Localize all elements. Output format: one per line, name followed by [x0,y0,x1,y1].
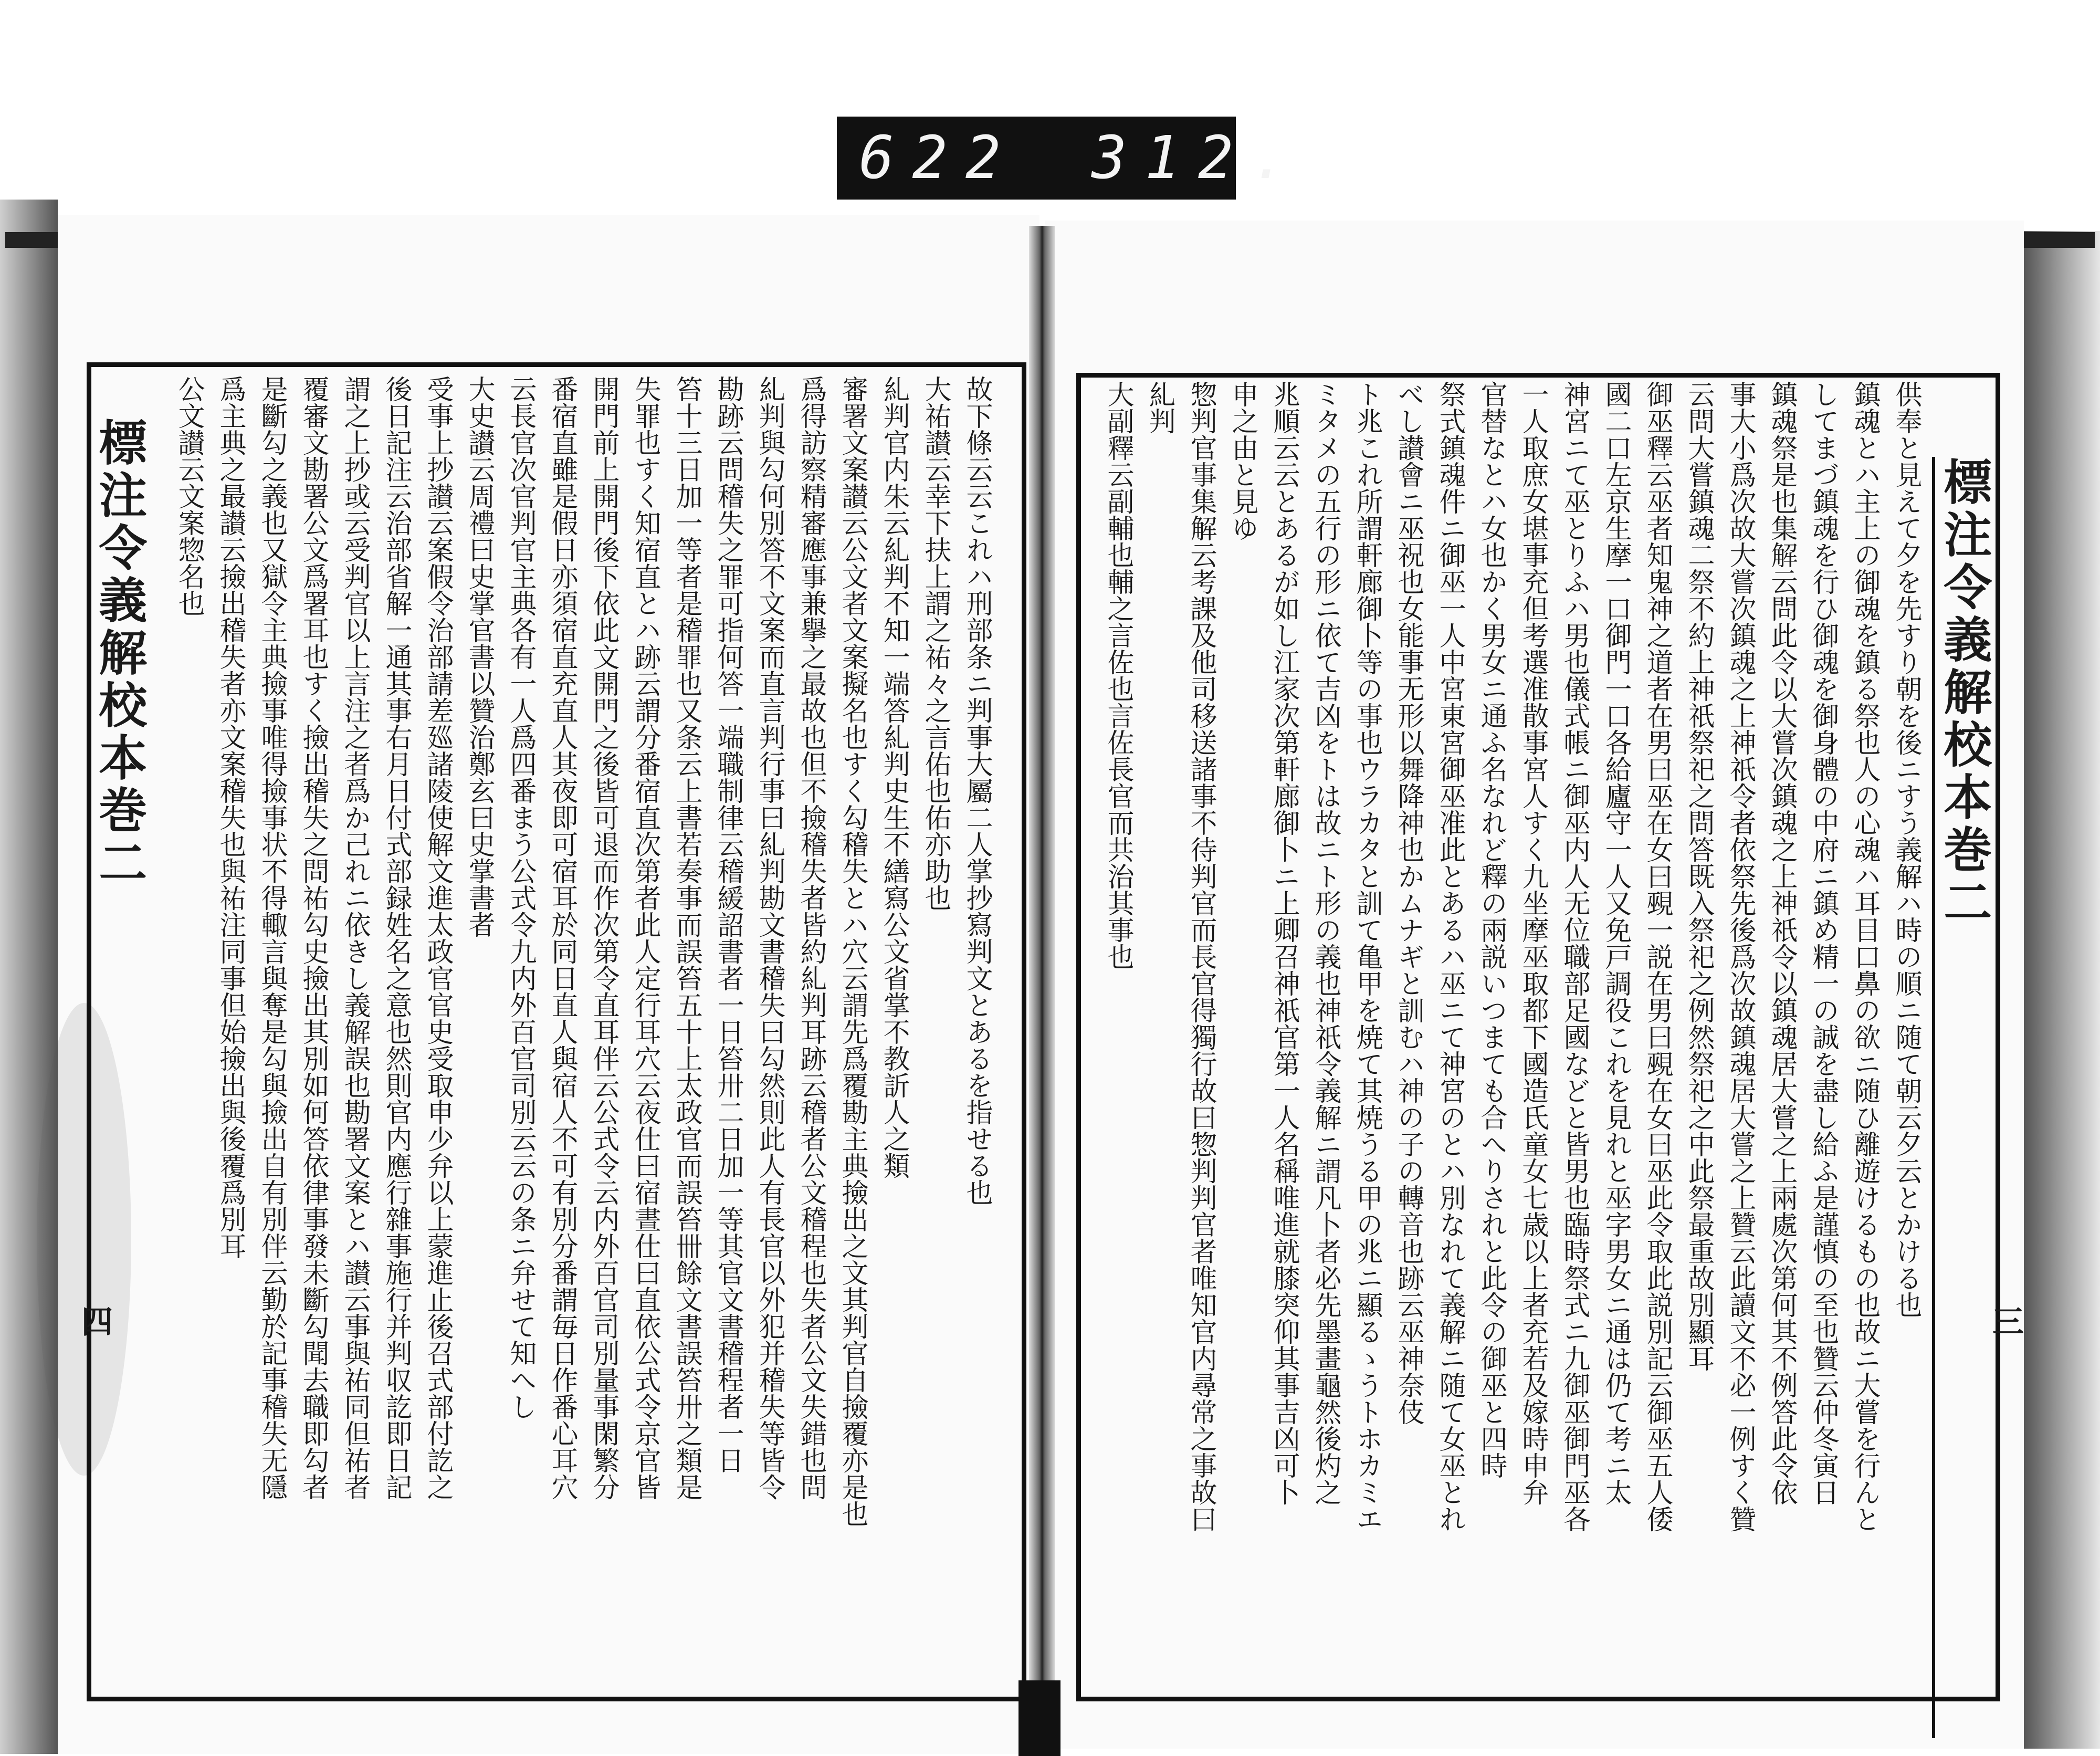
text-column: ト兆これ所謂軒廊御卜等の事也ウラカタと訓て亀甲を焼て其焼うる甲の兆ニ顯るゝうトホカミエ [1351,381,1382,1532]
text-column: 云問大嘗鎮魂二祭不約上神祇祭祀之問答既入祭祀之例然祭祀之中此祭最重故別顯耳 [1683,381,1714,1372]
text-column: 惣判官事集解云考課及他司移送諸事不待判官而長官得獨行故曰惣判判官者唯知官内尋常之事故曰 [1185,381,1216,1532]
page-header-title: 標注令義解校本巻二 [1936,457,1993,929]
binding-left-edge [0,200,58,1754]
text-column: 爲得訪察精審應事兼擧之最故也但不撿稽失者皆約糺判耳跡云稽者公文稽程也失者公文失錯也問 [795,375,826,1500]
binding-right-edge [2024,231,2100,1749]
left-page-folio: 四 [81,1304,113,1341]
text-column: 鎮魂とハ主上の御魂を鎮る祭也人の心魂ハ耳目口鼻の欲ニ随ひ離遊けるもの也故ニ大嘗を行んと [1849,381,1880,1532]
right-page-folio: 三 [1992,1304,2024,1341]
text-column: べし讃會ニ巫祝也女能事无形以舞降神也かムナギと訓むハ神の子の轉音也跡云巫神奈伎 [1393,381,1424,1425]
text-column: 失罪也すく知宿直とハ跡云謂分番宿直次第者此人定行耳穴云夜仕曰宿晝仕曰直依公式令京官皆 [629,375,660,1500]
text-column: 鎮魂祭是也集解云問此令以大嘗次鎮魂之上神祇令以鎮魂居大嘗之上兩處次第何其不例答此令依 [1766,381,1797,1506]
text-column: 受事上抄讃云案假令治部請差廵諸陵使解文進太政官官史受取申少弁以上蒙進止後召式部付訖之 [422,375,453,1500]
text-column: 供奉と見えて夕を先すり朝を後ニすう義解ハ時の順ニ随て朝云夕云とかける也 [1891,381,1922,1318]
text-column: 爲主典之最讃云撿出稽失者亦文案稽失也與祐注同事但始撿出與後覆爲別耳 [215,375,246,1259]
text-column: 云長官次官判官主典各有一人爲四番まう公式令九内外百官司別云云の条ニ弁せて知へし [505,375,536,1420]
text-column: 申之由と見ゆ [1227,381,1258,541]
text-column: 一人取庶女堪事充但考選准散事宮人すく九坐摩巫取都下國造氏童女七歳以上者充若及嫁時申弁 [1517,381,1548,1506]
text-column: 事大小爲次故大嘗次鎮魂之上神祇令者依祭先後爲次故鎮魂居大嘗之上贊云此讀文不必一例すく贊 [1725,381,1756,1532]
page-header-title: 標注令義解校本巻二 [91,417,148,890]
text-column: 祭式鎮魂件ニ御巫一人中宮東宮御巫准此とあるハ巫ニて神宮のとハ別なれて義解ニ随て女巫とれ [1434,381,1465,1532]
text-column: 御巫釋云巫者知鬼神之道者在男曰巫在女曰覡一説在男曰覡在女曰巫此令取此説別記云御巫五人倭 [1642,381,1673,1532]
text-column: 是斷勾之義也又獄令主典撿事唯得撿事状不得輙言與奪是勾與撿出自有別伴云勤於記事稽失无隱 [256,375,287,1500]
text-column: 審署文案讃云公文者文案擬名也すく勾稽失とハ穴云謂先爲覆勘主典撿出之文其判官自撿覆亦是也 [837,375,868,1527]
text-column: ミタメの五行の形ニ依て吉凶をトは故ニト形の義也神祇令義解ニ謂凡卜者必先墨畫龜然後灼之 [1310,381,1341,1506]
film-frame-number: 312. [1091,124,1305,192]
text-column: 公文讃云文案惣名也 [173,375,204,616]
right-page-text-columns [1092,381,1927,1694]
text-column: 開門前上開門後下依此文開門之後皆可退而作次第令直耳伴云公式令云内外百官司別量事閑繁分 [588,375,619,1500]
film-roll-number: 622 [859,124,1019,192]
text-column: 兆順云云とあるが如し江家次第軒廊御卜ニ上卿召神祇官第一人名稱唯進就膝突仰其事吉凶可卜 [1268,381,1299,1506]
text-column: してまづ鎮魂を行ひ御魂を御身體の中府ニ鎮め精一の誠を盡し給ふ是謹慎の至也贊云仲冬寅日 [1808,381,1839,1506]
text-column: 謂之上抄或云受判官以上言注之者爲か己れニ依きし義解誤也勘署文案とハ讃云事與祐同但祐者 [339,375,370,1500]
text-column: 番宿直雖是假日亦須宿直充直人其夜即可宿耳於同日直人與宿人不可有別分番謂毎日作番心耳穴 [547,375,578,1500]
text-column: 大史讃云周禮曰史掌官書以贊治鄭玄曰史掌書者 [464,375,495,938]
text-column: 大祐讃云幸下扶上謂之祐々之言佑也佑亦助也 [920,375,951,911]
text-column: 大副釋云副輔也輔之言佐也言佐長官而共治其事也 [1102,381,1133,970]
text-column: 神宮ニて巫とりふハ男也儀式帳ニ御巫内人无位職部足國などと皆男也臨時祭式ニ九御巫御門巫各 [1559,381,1590,1532]
text-column: 糺判官内朱云糺判不知一端答糺判史生不繕寫公文省掌不教訢人之類 [878,375,909,1179]
text-column: 笞十三日加一等者是稽罪也又条云上書若奏事而誤笞五十上太政官而誤笞卌餘文書誤笞卅之類是 [671,375,702,1500]
right-page-title-strip [1932,457,1993,1738]
spine [1029,226,1055,1754]
text-column: 後日記注云治部省解一通其事右月日付式部録姓名之意也然則官内應行雜事施行并判収訖即日記 [381,375,412,1500]
text-column: 故下條云云これハ刑部条ニ判事大屬二人掌抄寫判文とあるを指せる也 [961,375,992,1206]
text-column: 國二口左京生摩一口御門一口各給廬守一人又免戸調役これを見れと巫字男女ニ通は仍て考ニ太 [1600,381,1631,1506]
text-column: 糺判 [1144,381,1175,434]
film-label [837,117,1305,200]
text-column: 勘跡云問稽失之罪可指何答一端職制律云稽緩詔書者一日笞卅二日加一等其官文書稽程者一日 [712,375,743,1473]
text-column: 官替なとハ女也かく男女ニ通ふ名なれど釋の兩説いつまても合へりされと此令の御巫と四時 [1476,381,1507,1479]
left-page-text-columns [105,375,998,1694]
text-column: 覆審文勘署公文爲署耳也すく撿出稽失之問祐勾史撿出其別如何答依律事發未斷勾聞去職即勾者 [298,375,329,1500]
text-column: 糺判與勾何別答不文案而直言判行事曰糺判勘文書稽失曰勾然則此人有長官以外犯并稽失等皆令 [754,375,785,1500]
